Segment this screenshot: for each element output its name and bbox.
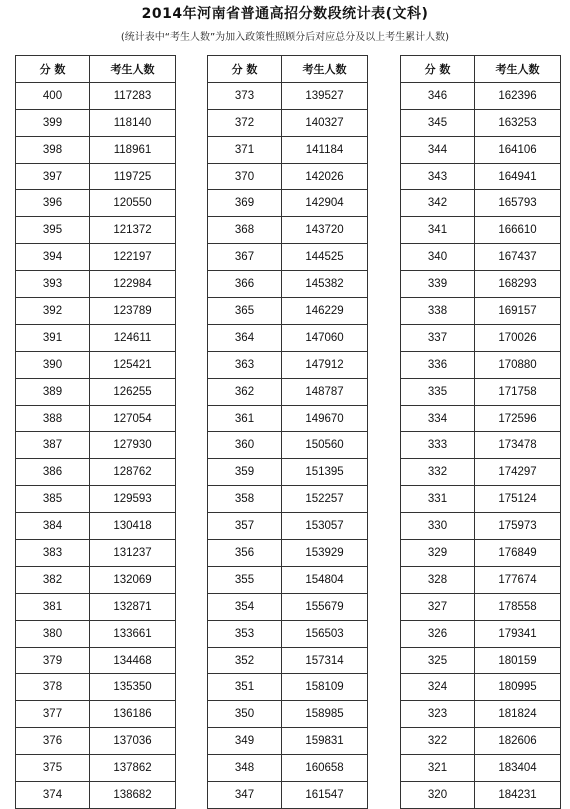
table-row bbox=[16, 378, 176, 405]
table-row bbox=[401, 324, 561, 351]
score-cell: 369 bbox=[208, 190, 282, 217]
count-header: 考生人数 bbox=[475, 56, 561, 83]
score-cell: 330 bbox=[401, 513, 475, 540]
table-row bbox=[208, 728, 368, 755]
count-cell: 160658 bbox=[282, 755, 368, 782]
count-cell: 147060 bbox=[282, 324, 368, 351]
table-row bbox=[208, 136, 368, 163]
score-cell: 320 bbox=[401, 782, 475, 809]
count-cell: 139527 bbox=[282, 82, 368, 109]
table-row bbox=[401, 405, 561, 432]
table-row bbox=[208, 432, 368, 459]
score-cell: 338 bbox=[401, 298, 475, 325]
count-header: 考生人数 bbox=[282, 56, 368, 83]
count-cell: 131237 bbox=[90, 540, 176, 567]
score-cell: 390 bbox=[16, 351, 90, 378]
score-table-3 bbox=[400, 55, 561, 809]
score-cell: 359 bbox=[208, 459, 282, 486]
count-cell: 144525 bbox=[282, 244, 368, 271]
count-cell: 141184 bbox=[282, 136, 368, 163]
score-cell: 332 bbox=[401, 459, 475, 486]
table-row bbox=[401, 674, 561, 701]
table-row bbox=[16, 405, 176, 432]
score-cell: 327 bbox=[401, 593, 475, 620]
count-cell: 118140 bbox=[90, 109, 176, 136]
count-cell: 163253 bbox=[475, 109, 561, 136]
score-cell: 367 bbox=[208, 244, 282, 271]
count-cell: 142904 bbox=[282, 190, 368, 217]
count-cell: 138682 bbox=[90, 782, 176, 809]
table-row bbox=[208, 593, 368, 620]
score-cell: 357 bbox=[208, 513, 282, 540]
count-cell: 175124 bbox=[475, 486, 561, 513]
table-row bbox=[16, 486, 176, 513]
table-row bbox=[401, 190, 561, 217]
count-cell: 149670 bbox=[282, 405, 368, 432]
table-row bbox=[208, 217, 368, 244]
count-cell: 120550 bbox=[90, 190, 176, 217]
score-cell: 384 bbox=[16, 513, 90, 540]
count-cell: 170880 bbox=[475, 351, 561, 378]
count-cell: 181824 bbox=[475, 701, 561, 728]
count-cell: 175973 bbox=[475, 513, 561, 540]
score-cell: 334 bbox=[401, 405, 475, 432]
count-cell: 178558 bbox=[475, 593, 561, 620]
score-header: 分 数 bbox=[208, 56, 282, 83]
score-cell: 324 bbox=[401, 674, 475, 701]
table-row bbox=[208, 324, 368, 351]
score-cell: 389 bbox=[16, 378, 90, 405]
count-cell: 180995 bbox=[475, 674, 561, 701]
table-row bbox=[16, 459, 176, 486]
table-row bbox=[208, 378, 368, 405]
table-row bbox=[16, 432, 176, 459]
count-cell: 148787 bbox=[282, 378, 368, 405]
table-row bbox=[401, 217, 561, 244]
score-cell: 333 bbox=[401, 432, 475, 459]
score-cell: 380 bbox=[16, 620, 90, 647]
count-cell: 152257 bbox=[282, 486, 368, 513]
table-row bbox=[401, 513, 561, 540]
score-cell: 375 bbox=[16, 755, 90, 782]
count-cell: 179341 bbox=[475, 620, 561, 647]
table-row bbox=[16, 782, 176, 809]
count-cell: 171758 bbox=[475, 378, 561, 405]
count-cell: 143720 bbox=[282, 217, 368, 244]
score-cell: 340 bbox=[401, 244, 475, 271]
score-cell: 378 bbox=[16, 674, 90, 701]
table-row bbox=[208, 271, 368, 298]
score-cell: 391 bbox=[16, 324, 90, 351]
count-cell: 173478 bbox=[475, 432, 561, 459]
count-cell: 118961 bbox=[90, 136, 176, 163]
table-row bbox=[401, 782, 561, 809]
score-cell: 352 bbox=[208, 647, 282, 674]
score-cell: 342 bbox=[401, 190, 475, 217]
header-row bbox=[16, 56, 176, 83]
count-cell: 156503 bbox=[282, 620, 368, 647]
count-cell: 124611 bbox=[90, 324, 176, 351]
table-row bbox=[401, 271, 561, 298]
table-row bbox=[208, 566, 368, 593]
count-cell: 122984 bbox=[90, 271, 176, 298]
score-cell: 345 bbox=[401, 109, 475, 136]
score-cell: 328 bbox=[401, 566, 475, 593]
score-cell: 368 bbox=[208, 217, 282, 244]
score-cell: 349 bbox=[208, 728, 282, 755]
score-cell: 321 bbox=[401, 755, 475, 782]
table-row bbox=[208, 351, 368, 378]
score-cell: 347 bbox=[208, 782, 282, 809]
table-row bbox=[401, 620, 561, 647]
score-table-1 bbox=[15, 55, 176, 809]
score-cell: 393 bbox=[16, 271, 90, 298]
count-cell: 169157 bbox=[475, 298, 561, 325]
score-cell: 382 bbox=[16, 566, 90, 593]
count-cell: 145382 bbox=[282, 271, 368, 298]
count-cell: 135350 bbox=[90, 674, 176, 701]
count-cell: 147912 bbox=[282, 351, 368, 378]
score-cell: 394 bbox=[16, 244, 90, 271]
score-cell: 344 bbox=[401, 136, 475, 163]
table-row bbox=[208, 513, 368, 540]
table-row bbox=[401, 540, 561, 567]
score-cell: 362 bbox=[208, 378, 282, 405]
table-row bbox=[16, 728, 176, 755]
table-row bbox=[401, 82, 561, 109]
score-cell: 381 bbox=[16, 593, 90, 620]
table-row bbox=[16, 244, 176, 271]
score-cell: 348 bbox=[208, 755, 282, 782]
score-cell: 339 bbox=[401, 271, 475, 298]
score-cell: 353 bbox=[208, 620, 282, 647]
score-cell: 370 bbox=[208, 163, 282, 190]
count-cell: 153929 bbox=[282, 540, 368, 567]
table-row bbox=[208, 486, 368, 513]
score-cell: 398 bbox=[16, 136, 90, 163]
score-cell: 326 bbox=[401, 620, 475, 647]
count-cell: 168293 bbox=[475, 271, 561, 298]
count-cell: 121372 bbox=[90, 217, 176, 244]
score-cell: 386 bbox=[16, 459, 90, 486]
score-cell: 366 bbox=[208, 271, 282, 298]
table-row bbox=[16, 298, 176, 325]
score-cell: 388 bbox=[16, 405, 90, 432]
count-cell: 154804 bbox=[282, 566, 368, 593]
score-cell: 360 bbox=[208, 432, 282, 459]
score-cell: 400 bbox=[16, 82, 90, 109]
score-cell: 364 bbox=[208, 324, 282, 351]
count-cell: 164941 bbox=[475, 163, 561, 190]
header-row bbox=[208, 56, 368, 83]
table-row bbox=[208, 674, 368, 701]
table-row bbox=[401, 109, 561, 136]
table-row bbox=[16, 163, 176, 190]
table-row bbox=[208, 459, 368, 486]
score-cell: 329 bbox=[401, 540, 475, 567]
score-cell: 379 bbox=[16, 647, 90, 674]
header-row bbox=[401, 56, 561, 83]
score-cell: 336 bbox=[401, 351, 475, 378]
count-cell: 177674 bbox=[475, 566, 561, 593]
count-cell: 165793 bbox=[475, 190, 561, 217]
count-cell: 183404 bbox=[475, 755, 561, 782]
score-header: 分 数 bbox=[401, 56, 475, 83]
table-row bbox=[16, 217, 176, 244]
count-cell: 167437 bbox=[475, 244, 561, 271]
score-cell: 396 bbox=[16, 190, 90, 217]
count-cell: 129593 bbox=[90, 486, 176, 513]
score-cell: 323 bbox=[401, 701, 475, 728]
count-cell: 164106 bbox=[475, 136, 561, 163]
count-cell: 151395 bbox=[282, 459, 368, 486]
table-row bbox=[401, 728, 561, 755]
table-row bbox=[16, 620, 176, 647]
score-cell: 346 bbox=[401, 82, 475, 109]
score-cell: 322 bbox=[401, 728, 475, 755]
table-row bbox=[208, 755, 368, 782]
score-cell: 373 bbox=[208, 82, 282, 109]
score-cell: 372 bbox=[208, 109, 282, 136]
count-cell: 158109 bbox=[282, 674, 368, 701]
count-cell: 132871 bbox=[90, 593, 176, 620]
count-cell: 127930 bbox=[90, 432, 176, 459]
score-cell: 376 bbox=[16, 728, 90, 755]
count-cell: 161547 bbox=[282, 782, 368, 809]
table-row bbox=[401, 298, 561, 325]
score-cell: 351 bbox=[208, 674, 282, 701]
table-row bbox=[208, 244, 368, 271]
table-row bbox=[401, 755, 561, 782]
count-cell: 122197 bbox=[90, 244, 176, 271]
count-cell: 180159 bbox=[475, 647, 561, 674]
count-cell: 133661 bbox=[90, 620, 176, 647]
table-row bbox=[401, 351, 561, 378]
count-cell: 128762 bbox=[90, 459, 176, 486]
count-cell: 136186 bbox=[90, 701, 176, 728]
table-row bbox=[401, 566, 561, 593]
table-row bbox=[16, 109, 176, 136]
score-header: 分 数 bbox=[16, 56, 90, 83]
count-cell: 117283 bbox=[90, 82, 176, 109]
table-row bbox=[16, 755, 176, 782]
table-row bbox=[401, 647, 561, 674]
table-row bbox=[401, 459, 561, 486]
table-row bbox=[16, 82, 176, 109]
table-row bbox=[401, 163, 561, 190]
count-cell: 155679 bbox=[282, 593, 368, 620]
count-cell: 157314 bbox=[282, 647, 368, 674]
score-cell: 387 bbox=[16, 432, 90, 459]
count-cell: 134468 bbox=[90, 647, 176, 674]
table-row bbox=[208, 298, 368, 325]
table-row bbox=[16, 674, 176, 701]
table-row bbox=[208, 405, 368, 432]
count-cell: 137036 bbox=[90, 728, 176, 755]
table-row bbox=[208, 620, 368, 647]
table-row bbox=[208, 190, 368, 217]
score-cell: 363 bbox=[208, 351, 282, 378]
score-cell: 392 bbox=[16, 298, 90, 325]
score-cell: 337 bbox=[401, 324, 475, 351]
score-cell: 361 bbox=[208, 405, 282, 432]
count-cell: 119725 bbox=[90, 163, 176, 190]
table-row bbox=[208, 163, 368, 190]
count-cell: 130418 bbox=[90, 513, 176, 540]
table-row bbox=[208, 109, 368, 136]
table-row bbox=[401, 244, 561, 271]
table-row bbox=[208, 647, 368, 674]
count-cell: 125421 bbox=[90, 351, 176, 378]
score-cell: 343 bbox=[401, 163, 475, 190]
score-cell: 354 bbox=[208, 593, 282, 620]
score-cell: 397 bbox=[16, 163, 90, 190]
count-cell: 182606 bbox=[475, 728, 561, 755]
table-row bbox=[16, 593, 176, 620]
count-cell: 176849 bbox=[475, 540, 561, 567]
count-cell: 158985 bbox=[282, 701, 368, 728]
count-cell: 172596 bbox=[475, 405, 561, 432]
table-row bbox=[401, 136, 561, 163]
score-cell: 341 bbox=[401, 217, 475, 244]
count-cell: 159831 bbox=[282, 728, 368, 755]
table-row bbox=[16, 513, 176, 540]
score-cell: 374 bbox=[16, 782, 90, 809]
page-subtitle: (统计表中“考生人数”为加入政策性照顾分后对应总分及以上考生累计人数) bbox=[120, 32, 450, 43]
count-cell: 123789 bbox=[90, 298, 176, 325]
page-title: 2014年河南省普通高招分数段统计表(文科) bbox=[141, 6, 429, 22]
count-cell: 184231 bbox=[475, 782, 561, 809]
count-cell: 153057 bbox=[282, 513, 368, 540]
count-cell: 132069 bbox=[90, 566, 176, 593]
count-cell: 174297 bbox=[475, 459, 561, 486]
count-cell: 126255 bbox=[90, 378, 176, 405]
count-cell: 137862 bbox=[90, 755, 176, 782]
table-row bbox=[16, 136, 176, 163]
table-row bbox=[16, 647, 176, 674]
count-cell: 142026 bbox=[282, 163, 368, 190]
score-cell: 385 bbox=[16, 486, 90, 513]
count-cell: 166610 bbox=[475, 217, 561, 244]
table-row bbox=[208, 782, 368, 809]
table-row bbox=[16, 351, 176, 378]
count-cell: 140327 bbox=[282, 109, 368, 136]
score-cell: 355 bbox=[208, 566, 282, 593]
table-row bbox=[401, 486, 561, 513]
score-cell: 358 bbox=[208, 486, 282, 513]
count-cell: 170026 bbox=[475, 324, 561, 351]
table-row bbox=[401, 593, 561, 620]
score-cell: 383 bbox=[16, 540, 90, 567]
score-table-2 bbox=[207, 55, 368, 809]
table-row bbox=[208, 82, 368, 109]
count-cell: 127054 bbox=[90, 405, 176, 432]
score-cell: 331 bbox=[401, 486, 475, 513]
count-cell: 146229 bbox=[282, 298, 368, 325]
table-row bbox=[16, 566, 176, 593]
table-row bbox=[401, 432, 561, 459]
score-cell: 395 bbox=[16, 217, 90, 244]
count-cell: 150560 bbox=[282, 432, 368, 459]
score-cell: 371 bbox=[208, 136, 282, 163]
score-cell: 335 bbox=[401, 378, 475, 405]
table-row bbox=[16, 540, 176, 567]
table-row bbox=[401, 378, 561, 405]
count-cell: 162396 bbox=[475, 82, 561, 109]
table-row bbox=[16, 271, 176, 298]
score-cell: 325 bbox=[401, 647, 475, 674]
score-cell: 399 bbox=[16, 109, 90, 136]
table-row bbox=[16, 190, 176, 217]
table-row bbox=[16, 324, 176, 351]
score-cell: 356 bbox=[208, 540, 282, 567]
table-row bbox=[208, 540, 368, 567]
score-cell: 350 bbox=[208, 701, 282, 728]
count-header: 考生人数 bbox=[90, 56, 176, 83]
score-cell: 365 bbox=[208, 298, 282, 325]
score-cell: 377 bbox=[16, 701, 90, 728]
